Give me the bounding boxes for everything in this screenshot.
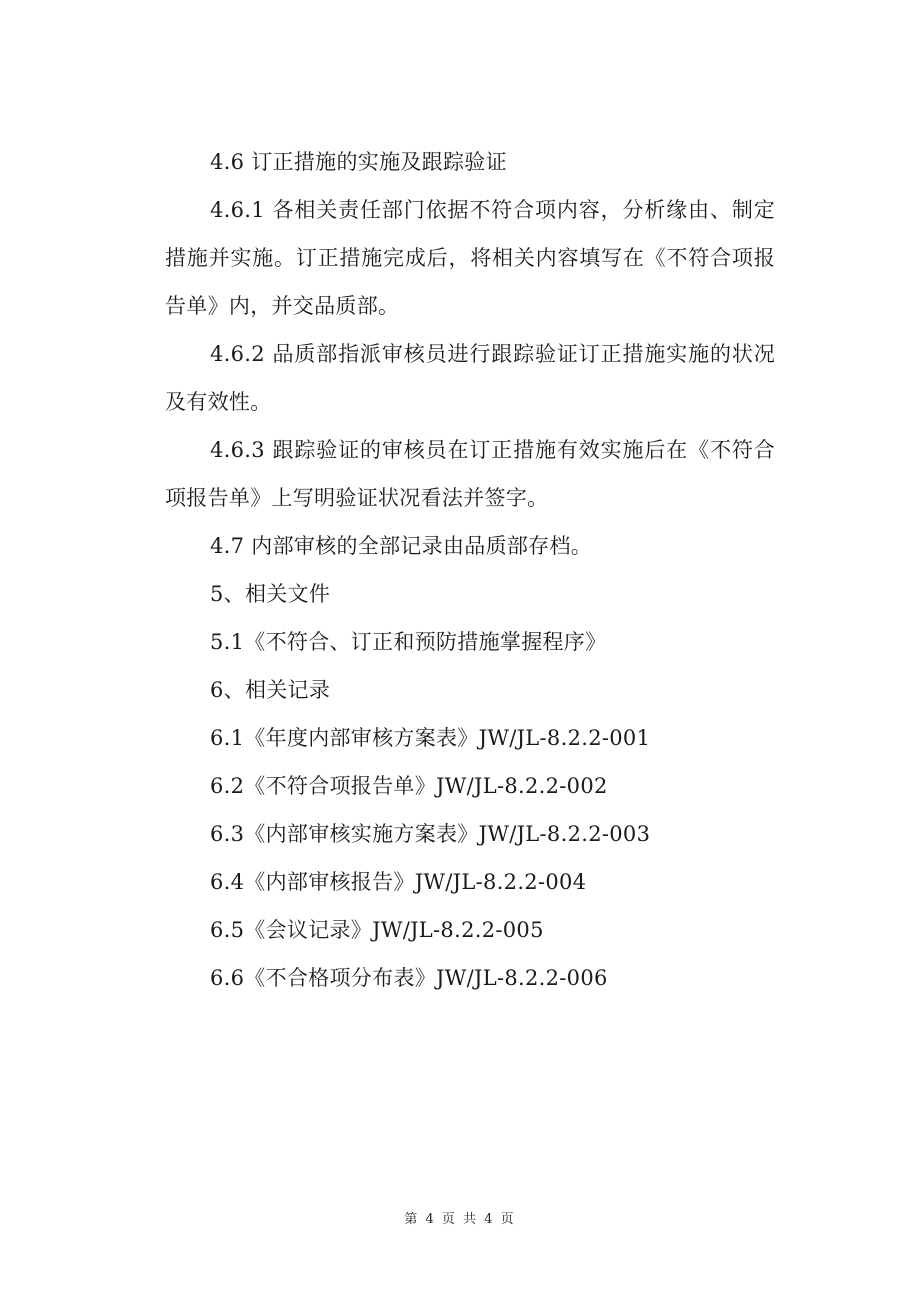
paragraph-4-7: 4.7 内部审核的全部记录由品质部存档。: [210, 534, 593, 558]
paragraph-heading-4-6: 4.6 订正措施的实施及跟踪验证: [210, 150, 507, 174]
record-item-6-1: 6.1《年度内部审核方案表》JW/JL-8.2.2-001: [210, 726, 651, 750]
record-item-6-5: 6.5《会议记录》JW/JL-8.2.2-005: [210, 918, 544, 942]
record-item-6-3: 6.3《内部审核实施方案表》JW/JL-8.2.2-003: [210, 822, 651, 846]
record-item-6-2: 6.2《不符合项报告单》JW/JL-8.2.2-002: [210, 774, 608, 798]
record-item-6-4: 6.4《内部审核报告》JW/JL-8.2.2-004: [210, 870, 587, 894]
section-heading-related-documents: 5、相关文件: [210, 582, 331, 606]
related-document-5-1: 5.1《不符合、订正和预防措施掌握程序》: [210, 630, 607, 654]
paragraph-4-6-3: 4.6.3 跟踪验证的审核员在订正措施有效实施后在《不符合项报告单》上写明验证状况看法并签字。: [165, 438, 775, 510]
document-body: [165, 138, 775, 1002]
record-item-6-6: 6.6《不合格项分布表》JW/JL-8.2.2-006: [210, 966, 608, 990]
page-footer: 第 4 页 共 4 页: [404, 1212, 516, 1227]
section-heading-related-records: 6、相关记录: [210, 678, 331, 702]
paragraph-4-6-1: 4.6.1 各相关责任部门依据不符合项内容，分析缘由、制定措施并实施。订正措施完成后，将相关内容填写在《不符合项报告单》内，并交品质部。: [165, 198, 775, 318]
paragraph-4-6-2: 4.6.2 品质部指派审核员进行跟踪验证订正措施实施的状况及有效性。: [165, 342, 775, 414]
